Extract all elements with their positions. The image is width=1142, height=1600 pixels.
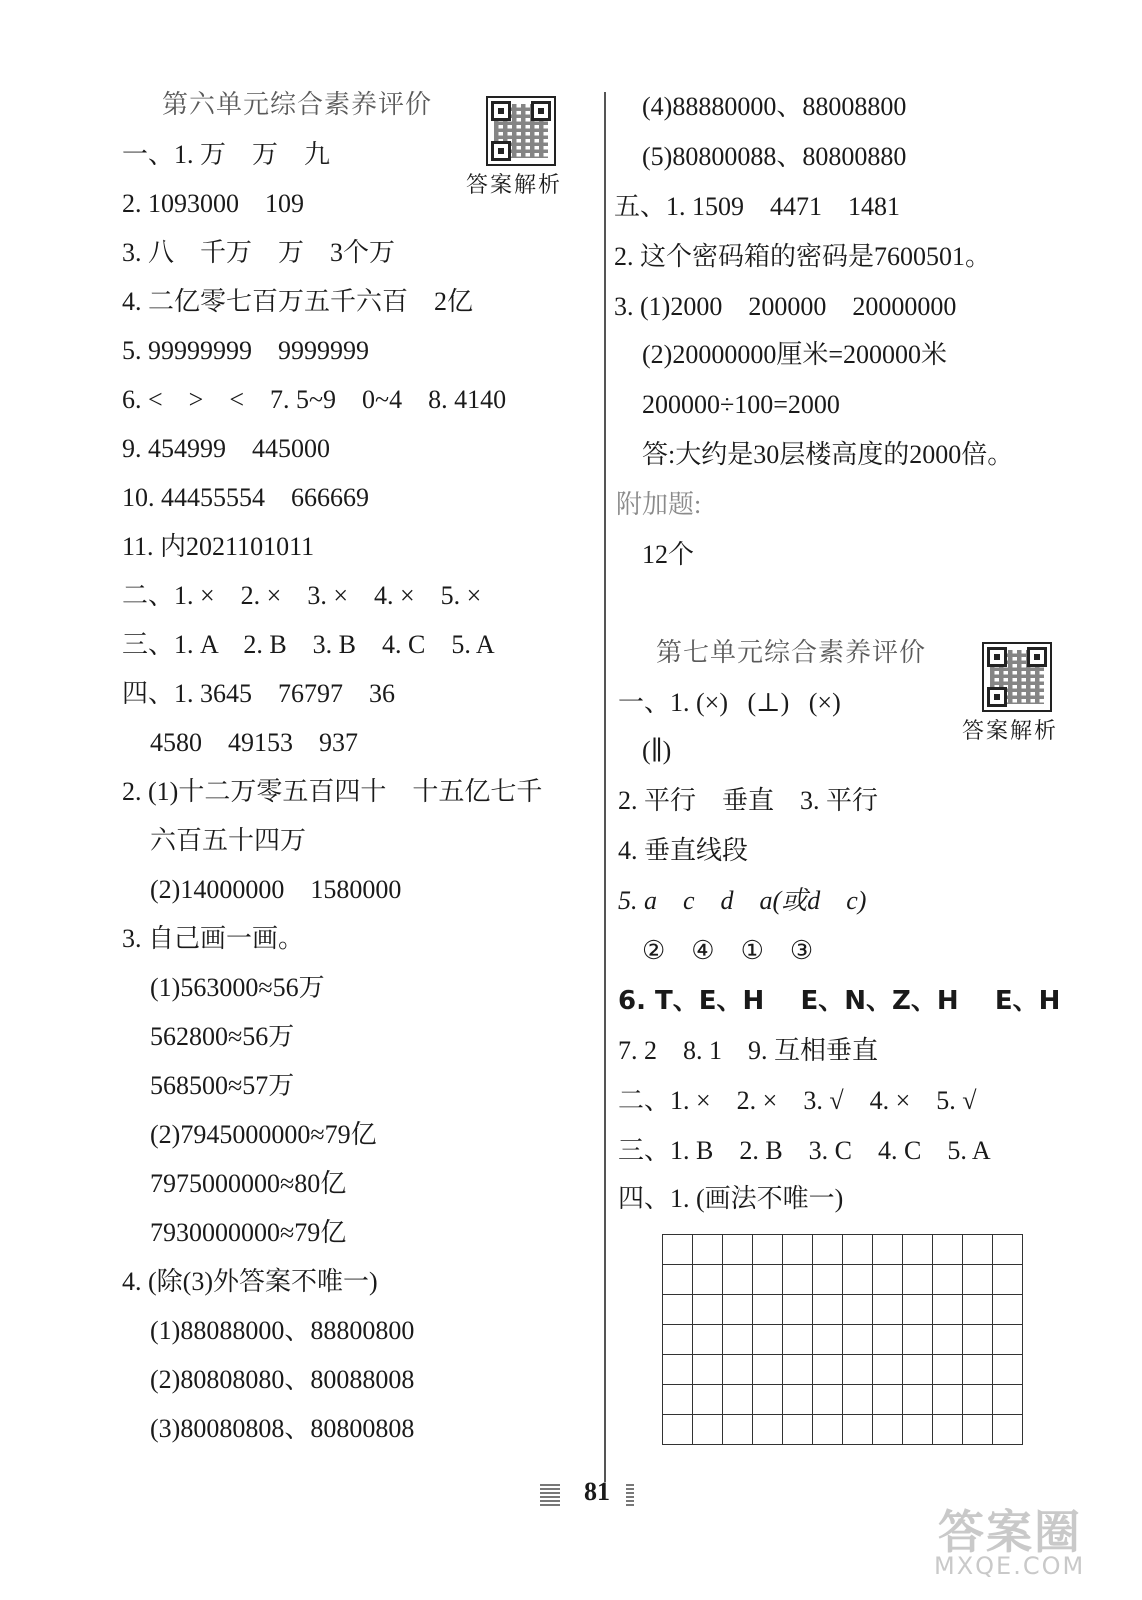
answer-line: (2)14000000 1580000 xyxy=(150,875,402,904)
answer-line: (1)563000≈56万 xyxy=(150,973,325,1002)
answer-line: 3. (1)2000 200000 20000000 xyxy=(614,292,957,321)
answer-line: 4. 二亿零七百万五千六百 2亿 xyxy=(122,287,474,316)
answer-line: 二、1. × 2. × 3. × 4. × 5. × xyxy=(122,581,482,610)
answer-line: 5. 99999999 9999999 xyxy=(122,336,369,365)
answer-line: 11. 内2021101011 xyxy=(122,532,315,561)
answer-line: 12个 xyxy=(642,540,695,569)
answer-line: 四、1. (画法不唯一) xyxy=(618,1184,844,1213)
right-column xyxy=(612,0,1142,1600)
answer-line: 答:大约是30层楼高度的2000倍。 xyxy=(642,440,1014,469)
answer-line: 三、1. A 2. B 3. B 4. C 5. A xyxy=(122,630,495,659)
page-number-ornament-right xyxy=(626,1484,634,1506)
answer-line: ② ④ ① ③ xyxy=(642,936,814,965)
answer-line: (5)80800088、80800880 xyxy=(642,142,907,171)
page-number: 81 xyxy=(584,1477,610,1506)
answer-line: 四、1. 3645 76797 36 xyxy=(122,679,396,708)
answer-line: (1)88088000、88800800 xyxy=(150,1316,415,1345)
answer-line: 7975000000≈80亿 xyxy=(150,1169,347,1198)
answer-line: 4580 49153 937 xyxy=(150,728,358,757)
page-number-ornament-left xyxy=(540,1484,560,1506)
answer-line: 4. (除(3)外答案不唯一) xyxy=(122,1267,378,1296)
answer-line: 一、1. (×) (⊥) (×) xyxy=(618,688,841,717)
answer-line: 568500≈57万 xyxy=(150,1071,295,1100)
answer-line: 六百五十四万 xyxy=(150,826,307,855)
unit6-title: 第六单元综合素养评价 xyxy=(162,90,433,120)
unit7-title: 第七单元综合素养评价 xyxy=(656,638,927,668)
bonus-heading: 附加题: xyxy=(616,490,702,519)
answer-line: 2. 平行 垂直 3. 平行 xyxy=(618,786,879,815)
answer-line: 5. a c d a(或d c) xyxy=(618,886,867,915)
answer-line: 3. 自己画一画。 xyxy=(122,924,305,953)
unit6-qr-code[interactable] xyxy=(486,96,556,166)
answer-line: 7930000000≈79亿 xyxy=(150,1218,347,1247)
unit7-qr-code[interactable] xyxy=(982,642,1052,712)
answer-line: 6. < > < 7. 5~9 0~4 8. 4140 xyxy=(122,385,507,414)
answer-line: 2. 1093000 109 xyxy=(122,189,304,218)
drawing-grid xyxy=(662,1234,1023,1445)
answer-line: 9. 454999 445000 xyxy=(122,434,330,463)
answer-line: 2. (1)十二万零五百四十 十五亿七千 xyxy=(122,777,543,806)
unit6-qr-label: 答案解析 xyxy=(466,173,563,198)
unit7-qr-label: 答案解析 xyxy=(962,719,1059,744)
watermark-url: MXQE.COM xyxy=(934,1552,1086,1580)
answer-line: 二、1. × 2. × 3. √ 4. × 5. √ xyxy=(618,1086,977,1115)
answer-line: (3)80080808、80800808 xyxy=(150,1414,415,1443)
answer-line: (2)20000000厘米=200000米 xyxy=(642,340,947,369)
site-watermark xyxy=(928,1496,1128,1592)
answer-line: (4)88880000、88008800 xyxy=(642,92,907,121)
answer-line: 10. 44455554 666669 xyxy=(122,483,369,512)
answer-line: 3. 八 千万 万 3个万 xyxy=(122,238,396,267)
answer-line: 562800≈56万 xyxy=(150,1022,295,1051)
answer-line: (∥) xyxy=(642,736,672,765)
answer-line: 7. 2 8. 1 9. 互相垂直 xyxy=(618,1036,879,1065)
answer-line: 6. T、E、H E、N、Z、H E、H xyxy=(618,986,1061,1016)
answer-line: 200000÷100=2000 xyxy=(642,390,840,419)
answer-line: 三、1. B 2. B 3. C 4. C 5. A xyxy=(618,1136,991,1165)
answer-line: 4. 垂直线段 xyxy=(618,836,749,865)
answer-line: 五、1. 1509 4471 1481 xyxy=(614,192,901,221)
watermark-logo-text: 答案圈 xyxy=(938,1505,1082,1559)
column-divider xyxy=(604,92,606,1482)
answer-line: (2)80808080、80088008 xyxy=(150,1365,415,1394)
answer-line: 2. 这个密码箱的密码是7600501。 xyxy=(614,242,992,271)
answer-line: (2)7945000000≈79亿 xyxy=(150,1120,377,1149)
answer-line: 一、1. 万 万 九 xyxy=(122,140,331,169)
